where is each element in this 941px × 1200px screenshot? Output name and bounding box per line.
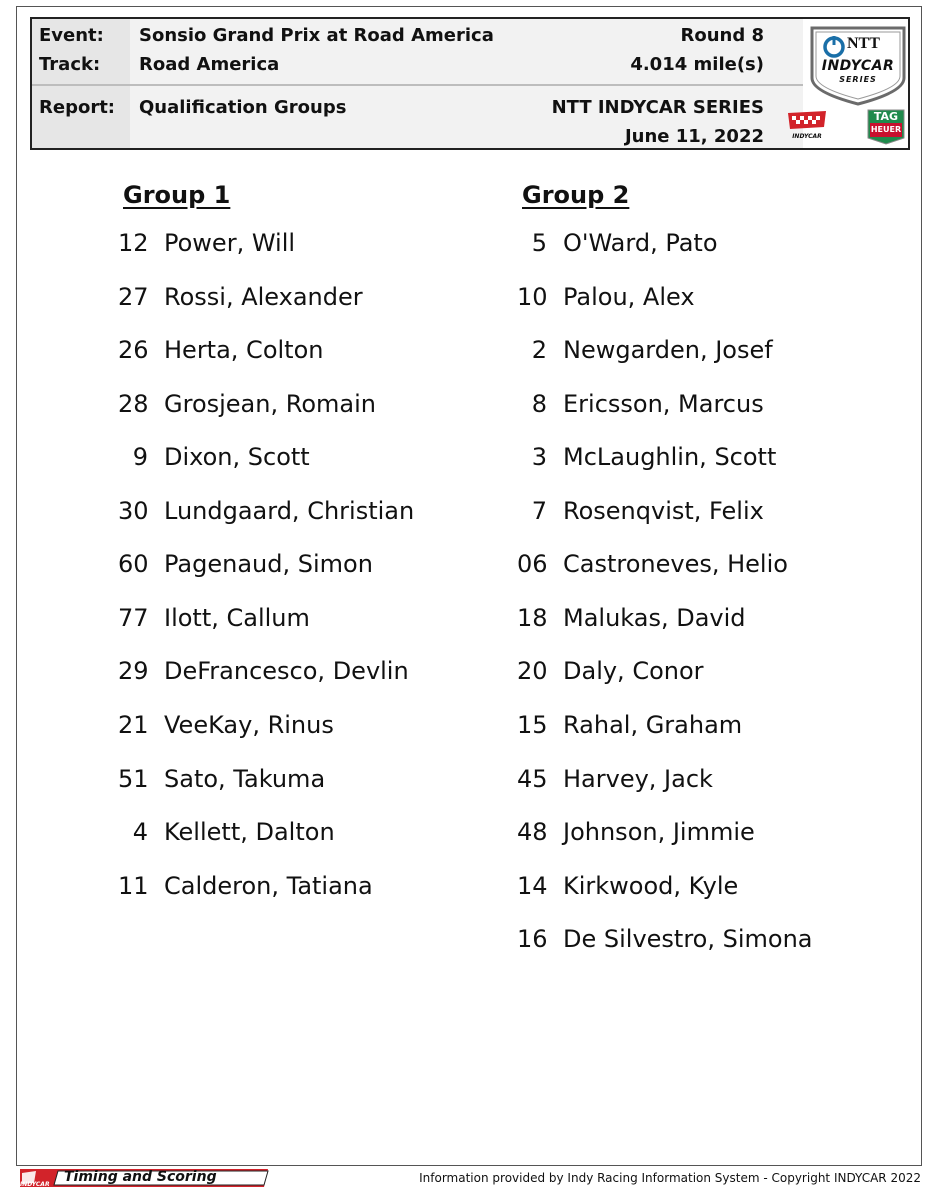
driver-name: Pagenaud, Simon	[164, 550, 373, 578]
car-number: 06	[517, 550, 548, 578]
timing-scoring-text: Timing and Scoring	[64, 1169, 217, 1185]
driver-name: Castroneves, Helio	[563, 550, 788, 578]
car-number: 7	[531, 497, 547, 525]
report-label: Report:	[39, 97, 115, 118]
driver-name: Dixon, Scott	[164, 443, 310, 471]
driver-name: Malukas, David	[563, 604, 746, 632]
driver-name: McLaughlin, Scott	[563, 443, 777, 471]
driver-name: Kellett, Dalton	[164, 818, 335, 846]
driver-name: O'Ward, Pato	[563, 229, 718, 257]
car-number: 9	[132, 443, 148, 471]
group-1-title: Group 1	[123, 181, 231, 209]
indycar-text: INDYCAR	[821, 58, 895, 74]
track-name: Road America	[139, 54, 280, 75]
driver-name: Power, Will	[164, 229, 296, 257]
driver-name: Daly, Conor	[563, 657, 704, 685]
series-name: NTT INDYCAR SERIES	[551, 97, 764, 118]
heuer-text: HEUER	[870, 125, 902, 134]
driver-name: Palou, Alex	[563, 283, 695, 311]
car-number: 18	[517, 604, 548, 632]
car-number: 8	[531, 390, 547, 418]
car-number: 16	[517, 925, 548, 953]
car-number: 28	[118, 390, 149, 418]
event-label: Event:	[39, 25, 104, 46]
driver-name: DeFrancesco, Devlin	[164, 657, 409, 685]
driver-name: Sato, Takuma	[164, 765, 326, 793]
driver-name: Ericsson, Marcus	[563, 390, 764, 418]
driver-name: Ilott, Callum	[164, 604, 310, 632]
driver-name: Rossi, Alexander	[164, 283, 363, 311]
car-number: 29	[118, 657, 149, 685]
group-2-title: Group 2	[522, 181, 630, 209]
driver-name: Lundgaard, Christian	[164, 497, 415, 525]
car-number: 45	[517, 765, 548, 793]
track-length: 4.014 mile(s)	[630, 54, 764, 75]
track-label: Track:	[39, 54, 101, 75]
car-number: 60	[118, 550, 149, 578]
event-date: June 11, 2022	[624, 126, 764, 147]
car-number: 14	[517, 872, 548, 900]
car-number: 10	[517, 283, 548, 311]
ntt-indycar-logo	[806, 22, 910, 106]
car-number: 2	[531, 336, 547, 364]
ntt-text: NTT	[847, 35, 880, 52]
car-number: 27	[118, 283, 149, 311]
tag-text: TAG	[873, 110, 899, 123]
driver-name: Johnson, Jimmie	[563, 818, 755, 846]
car-number: 77	[118, 604, 149, 632]
driver-name: Herta, Colton	[164, 336, 324, 364]
car-number: 5	[531, 229, 547, 257]
event-name: Sonsio Grand Prix at Road America	[139, 25, 494, 46]
header-divider	[32, 84, 803, 86]
timing-scoring-badge	[18, 1167, 270, 1189]
driver-name: VeeKay, Rinus	[164, 711, 334, 739]
round-number: Round 8	[680, 25, 764, 46]
car-number: 3	[531, 443, 547, 471]
footer-indycar-text: INDYCAR	[20, 1181, 50, 1188]
tag-heuer-logo	[866, 108, 906, 145]
car-number: 21	[118, 711, 149, 739]
indycar-small-text: INDYCAR	[792, 133, 822, 140]
report-name: Qualification Groups	[139, 97, 347, 118]
car-number: 15	[517, 711, 548, 739]
car-number: 51	[118, 765, 149, 793]
car-number: 30	[118, 497, 149, 525]
driver-name: Rosenqvist, Felix	[563, 497, 764, 525]
copyright-notice: Information provided by Indy Racing Information System - Copyright INDYCAR 2022	[419, 1171, 921, 1185]
driver-name: De Silvestro, Simona	[563, 925, 813, 953]
page-frame	[16, 6, 922, 1166]
report-header	[30, 17, 910, 150]
driver-name: Grosjean, Romain	[164, 390, 376, 418]
car-number: 4	[132, 818, 148, 846]
driver-name: Newgarden, Josef	[563, 336, 773, 364]
driver-name: Harvey, Jack	[563, 765, 713, 793]
car-number: 26	[118, 336, 149, 364]
car-number: 12	[118, 229, 149, 257]
driver-name: Calderon, Tatiana	[164, 872, 373, 900]
car-number: 48	[517, 818, 548, 846]
car-number: 20	[517, 657, 548, 685]
series-text: SERIES	[839, 75, 877, 84]
driver-name: Rahal, Graham	[563, 711, 743, 739]
indycar-small-logo	[786, 107, 828, 145]
car-number: 11	[118, 872, 149, 900]
driver-name: Kirkwood, Kyle	[563, 872, 739, 900]
